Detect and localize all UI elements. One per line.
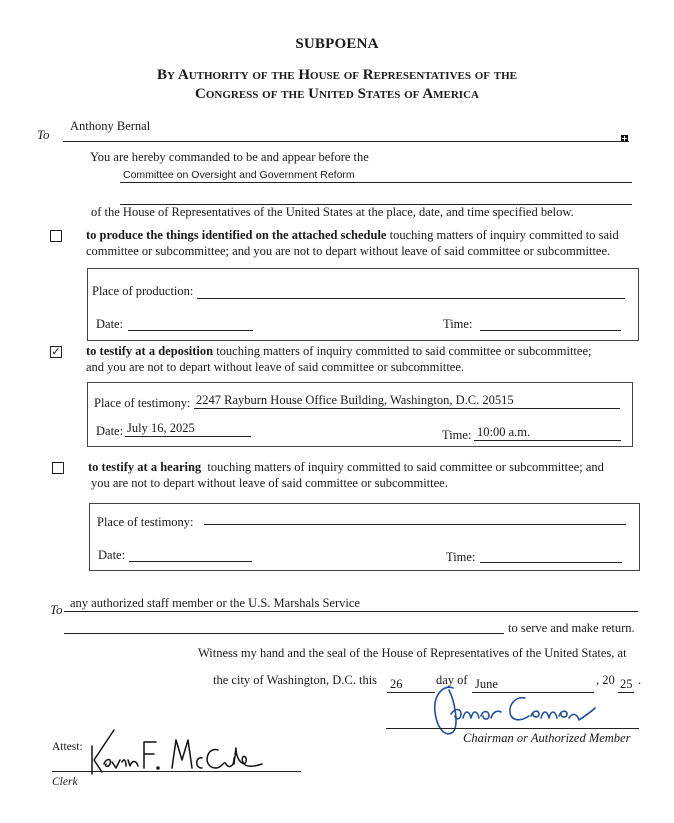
signature-stroke	[112, 760, 120, 768]
witness-year-suffix[interactable]: 25	[620, 677, 633, 691]
signature-stroke	[234, 748, 262, 766]
signature-stroke	[541, 712, 557, 718]
deposition-text-2: and you are not to depart without leave of said committee or subcommittee.	[86, 360, 465, 374]
signature-stroke	[197, 758, 202, 768]
signature-stroke	[510, 698, 529, 720]
witness-day-of-label: day of	[436, 673, 468, 687]
signature-stroke	[559, 711, 567, 717]
plus-icon[interactable]: +	[621, 134, 628, 143]
signature-stroke	[122, 760, 126, 766]
committee-name[interactable]: Committee on Oversight and Government Reform	[123, 169, 355, 181]
hearing-text-1: touching matters of inquiry committed to said committee or subcommittee; and	[201, 460, 604, 474]
signature-stroke	[144, 742, 156, 768]
witness-period: .	[638, 673, 642, 687]
signature-stroke	[104, 760, 110, 767]
clerk-signature-name	[120, 750, 128, 751]
witness-month[interactable]: June	[475, 677, 498, 691]
production-place-label: Place of production:	[92, 284, 194, 298]
deposition-description	[86, 343, 646, 375]
deposition-time-value[interactable]: 10:00 a.m.	[477, 425, 531, 439]
committee-underline	[120, 182, 632, 183]
signature-stroke	[207, 750, 234, 768]
signature-stroke	[128, 760, 138, 766]
hearing-checkbox[interactable]	[52, 462, 64, 474]
deposition-bold-text: to testify at a deposition	[86, 344, 214, 358]
clerk-signature-line	[52, 771, 301, 772]
chairman-signature-name	[470, 700, 475, 701]
hearing-place-label: Place of testimony:	[97, 515, 194, 529]
production-date-underline	[128, 330, 253, 331]
deposition-text-1: touching matters of inquiry committed to said committee or subcommittee;	[213, 344, 592, 358]
production-place-underline	[197, 298, 625, 299]
production-time-label: Time:	[443, 317, 473, 331]
produce-text-1: touching matters of inquiry committed to said	[386, 228, 619, 242]
check-icon: ✓	[51, 345, 61, 358]
hearing-date-underline	[129, 561, 252, 562]
witness-line-1: Witness my hand and the seal of the House of Representatives of the United States, at	[198, 646, 627, 660]
deposition-checkbox[interactable]	[50, 346, 62, 358]
deposition-place-underline	[194, 408, 620, 409]
service-underline-2	[64, 633, 504, 634]
signature-dot	[157, 767, 159, 769]
recipient-name[interactable]: Anthony Bernal	[70, 119, 151, 133]
deposition-time-underline	[474, 440, 621, 441]
production-time-underline	[480, 330, 621, 331]
hearing-place-underline	[204, 524, 626, 525]
hearing-date-label: Date:	[98, 548, 126, 562]
deposition-place-label: Place of testimony:	[94, 396, 191, 410]
hearing-bold-text: to testify at a hearing	[88, 460, 202, 474]
signature-stroke	[435, 687, 456, 734]
signature-stroke	[463, 712, 479, 718]
serve-and-return-text: to serve and make return.	[508, 621, 635, 635]
deposition-box	[87, 382, 633, 447]
chairman-signature-line	[386, 728, 639, 729]
deposition-date-value[interactable]: July 16, 2025	[127, 421, 195, 435]
document-title: SUBPOENA	[295, 36, 379, 52]
signature-stroke	[481, 712, 489, 720]
command-intro: You are hereby commanded to be and appear before the	[90, 150, 369, 164]
service-to-label: To	[50, 602, 63, 617]
authority-line-1: By Authority of the House of Representatives of the	[157, 67, 517, 83]
hearing-time-label: Time:	[446, 550, 476, 564]
service-underline-1	[64, 611, 638, 612]
hearing-time-underline	[480, 562, 622, 563]
witness-year-prefix: , 20	[596, 673, 615, 687]
production-date-label: Date:	[96, 317, 124, 331]
deposition-date-underline	[125, 436, 251, 437]
witness-year-underline	[618, 692, 634, 693]
to-label: To	[37, 127, 50, 142]
hearing-description	[88, 459, 648, 491]
attest-label: Attest:	[52, 741, 83, 753]
produce-text-2: committee or subcommittee; and you are not to depart without leave of said committee or subcommittee.	[86, 244, 611, 258]
deposition-place-value[interactable]: 2247 Rayburn House Office Building, Washington, D.C. 20515	[196, 393, 514, 407]
clerk-caption: Clerk	[52, 776, 78, 788]
recipient-underline	[63, 141, 629, 142]
signature-stroke	[491, 711, 501, 718]
deposition-date-label: Date:	[96, 424, 124, 438]
witness-line-2-prefix: the city of Washington, D.C. this	[213, 673, 378, 687]
hearing-text-2: you are not to depart without leave of said committee or subcommittee.	[91, 476, 448, 490]
chairman-caption: Chairman or Authorized Member	[463, 731, 631, 745]
produce-bold-text: to produce the things identified on the attached schedule	[86, 228, 387, 242]
witness-day[interactable]: 26	[390, 677, 403, 691]
command-closing: of the House of Representatives of the United States at the place, date, and time specified below.	[91, 205, 574, 219]
signature-stroke	[94, 730, 114, 772]
authority-line-2: Congress of the United States of America	[195, 86, 479, 102]
deposition-time-label: Time:	[442, 428, 472, 442]
produce-checkbox[interactable]	[50, 230, 62, 242]
service-recipient[interactable]: any authorized staff member or the U.S. Marshals Service	[70, 596, 360, 610]
signature-stroke	[172, 740, 192, 768]
signature-stroke	[531, 711, 539, 717]
produce-description	[86, 227, 646, 259]
signature-stroke	[569, 708, 595, 720]
